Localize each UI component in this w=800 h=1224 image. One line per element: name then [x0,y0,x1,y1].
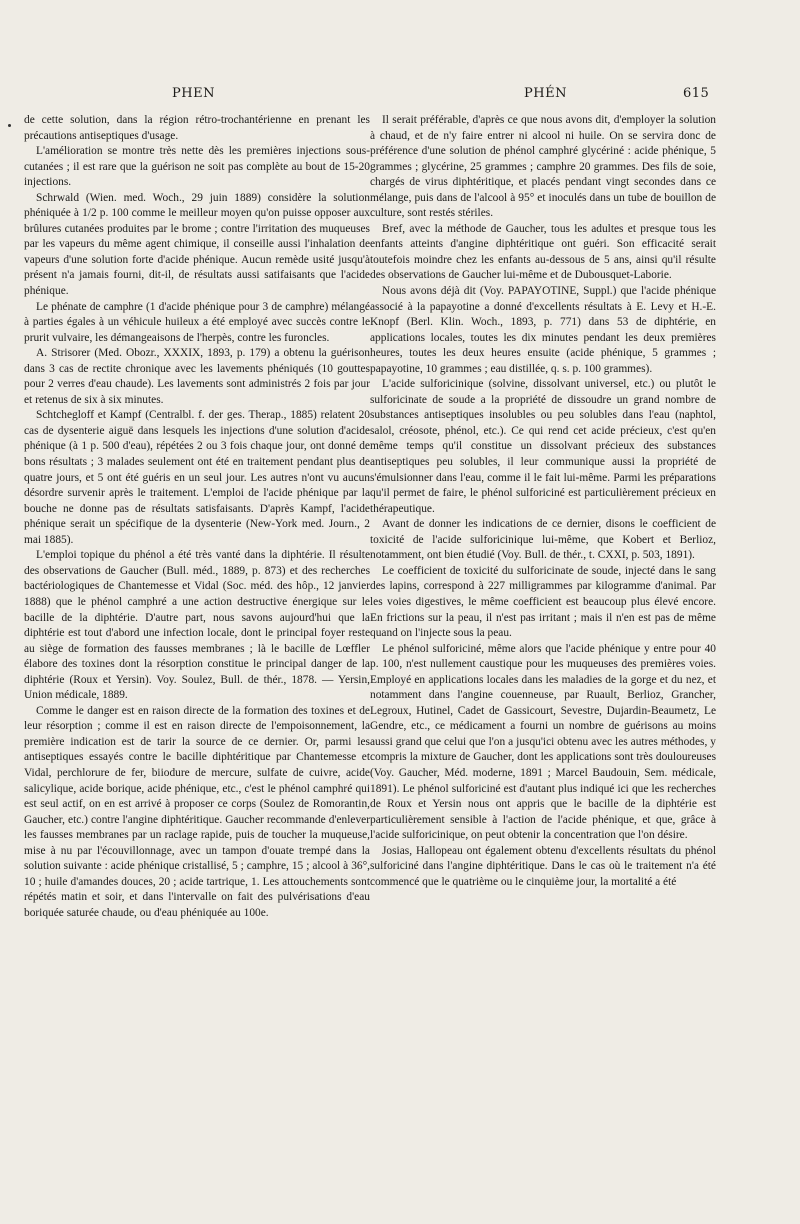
right-column [370,113,716,1203]
paragraph: Schtchegloff et Kampf (Centralbl. f. der ges. Therap., 1885) relatent 20 cas de dysenterie aiguë dans lesquels les injections d'une solution d'acide phénique (à 1 p. 500 d'eau), répétées 2 ou 3 fois chaque jour, ont donné de bons résultats ; 3 malades seulement ont été en traitement pendant plus de quatre jours, et 5 ont été guéris en un seul jour. Les autres n'ont vu aucun désordre survenir après le traitement. L'emploi de l'acide phénique par la bouche ne donne pas de résultats satisfaisants. D'après Kampf, l'acide phénique serait un spécifique de la dysenterie (New-York med. Journ., 2 mai 1885). [24,409,370,546]
running-head-right: PHÉN [524,86,567,101]
paragraph: Le coefficient de toxicité du sulforicinate de soude, injecté dans le sang des lapins, correspond à 227 milligrammes par kilogramme d'animal. Par les voies digestives, le même coefficient est beaucoup plus élevé encore. En frictions sur la peau, il n'est pas irritant ; mais il n'en est pas de même quand on l'injecte sous la peau. [370,564,716,640]
paragraph: Le phénol sulforiciné, même alors que l'acide phénique y entre pour 40 p. 100, n'est nullement caustique pour les muqueuses des premières voies. Employé en applications locales dans les maladies de la gorge et du nez, et notamment dans l'angine couenneuse, par Ruault, Berlioz, Grancher, Legroux, Hutinel, Cadet de Gassicourt, Sevestre, Dujardin-Beaumetz, Le Gendre, etc., ce médicament a fourni un nombre de guérisons au moins aussi grand que celui que l'on a jusqu'ici obtenu avec les autres méthodes, y compris la mixture de Gaucher, dont les applications sont très douloureuses (Voy. Gaucher, Méd. moderne, 1891 ; Marcel Baudouin, Sem. médicale, 1891). Le phénol sulforiciné est d'autant plus indiqué ici que les recherches de Roux et Yersin nous ont appris que le bacille de la diphtérie est particulièrement sensible à l'action de l'acide phénique, et que, grâce à l'acide sulforicinique, on peut obtenir la concentration que l'on désire. [370,642,716,842]
paragraph: L'acide sulforicinique (solvine, dissolvant universel, etc.) ou plutôt le sulforicinate de soude a la propriété de dissoudre un grand nombre de substances antiseptiques insolubles ou peu solubles dans l'eau (naphtol, salol, créosote, phénol, etc.). Ce qui rend cet acide précieux, c'est qu'en même temps qu'il constitue un dissolvant précieux des substances antiseptiques peu solubles, il leur communique aussi la propriété de s'émulsionner dans l'eau, comme il le fait lui-même. Parmi les préparations qu'il permet de faire, le phénol sulforiciné est particulièrement précieux en thérapeutique. [370,378,716,515]
margin-mark [8,124,11,127]
running-head-left: PHEN [172,86,215,101]
paragraph: Avant de donner les indications de ce dernier, disons le coefficient de toxicité de l'acide sulforicinique lui-même, que Kobert et Berlioz, notamment, ont bien étudié (Voy. Bull. de thér., t. CXXI, p. 503, 1891). [370,518,716,562]
paragraph: de cette solution, dans la région rétro-trochantérienne en prenant les précautions antiseptiques d'usage. [24,114,370,142]
paragraph: Nous avons déjà dit (Voy. PAPAYOTINE, Suppl.) que l'acide phénique associé à la papayotine a donné d'excellents résultats à E. Levy et H.-E. Knopf (Berl. Klin. Woch., 1893, p. 771) dans 53 de diphtérie, en applications locales, toutes les dix minutes pendant les deux premières heures, toutes les deux heures ensuite (acide phénique, 5 grammes ; papayotine, 10 grammes ; eau distillée, q. s. p. 100 grammes). [370,285,716,375]
paragraph: Bref, avec la méthode de Gaucher, tous les adultes et presque tous les enfants atteints d'angine diphtéritique ont guéri. Son efficacité serait toutefois moindre chez les enfants au-dessous de 5 ans, ainsi qu'il résulte des observations de Gaucher lui-même et de Dubousquet-Laborie. [370,222,716,282]
paragraph: Le phénate de camphre (1 d'acide phénique pour 3 de camphre) mélangé à parties égales à un véhicule huileux a été employé avec succès contre le prurit vulvaire, les démangeaisons de l'herpès, contre les furoncles. [24,300,370,344]
paragraph: Schrwald (Wien. med. Woch., 29 juin 1889) considère la solution phéniquée à 1/2 p. 100 comme le meilleur moyen qu'on puisse opposer aux brûlures cutanées produites par le brome ; contre l'irritation des muqueuses par les vapeurs du même agent chimique, il conseille aussi l'inhalation de vapeurs d'une solution forte d'acide phénique. Aucun remède usité jusqu'à présent n'a jamais fourni, dit-il, de résultats aussi satifaisants que l'acide phénique. [24,191,370,298]
page-number: 615 [683,86,710,101]
paragraph: A. Strisorer (Med. Obozr., XXXIX, 1893, p. 179) a obtenu la guérison dans 3 cas de rectite chronique avec les lavements phéniqués (10 gouttes pour 2 verres d'eau chaude). Les lavements sont administrés 2 fois par jour et retenus de six à six minutes. [24,347,370,406]
paragraph: L'emploi topique du phénol a été très vanté dans la diphtérie. Il résulte des observations de Gaucher (Bull. méd., 1889, p. 873) et des recherches bactériologiques de Chantemesse et Vidal (Soc. méd. des hôp., 12 janvier 1888) que le phénol camphré a une action destructive énergique sur le bacille de la diphtérie. D'autre part, nous savons aujourd'hui que la diphtérie est tout d'abord une infection locale, dont le principal foyer reste au siège de formation des fausses membranes ; là le bacille de Lœffler élabore des toxines dont la résorption constitue le principal danger de la diphtérie (Roux et Yersin). Voy. Soulez, Bull. de thér., 1878. — Yersin, Union médicale, 1889. [24,549,370,702]
paragraph: Comme le danger est en raison directe de la formation des toxines et de leur résorption ; comme il est en raison directe de l'empoisonnement, la première indication est de tarir la source de ce dernier. Or, parmi les antiseptiques essayés contre le bacille diphtéritique par Chantemesse et Vidal, perchlorure de fer, biiodure de mercure, sulfate de cuivre, acide salicylique, acide borique, acide phénique, etc., c'est le phénol camphré qui est seul actif, on en est arrivé à proposer ce corps (Soulez de Romorantin, Gaucher, etc.) contre l'angine diphtéritique. Gaucher recommande d'enlever les fausses membranes par un raclage rapide, puis de toucher la muqueuse, mise à nu par l'écouvillonnage, avec un tampon d'ouate trempé dans la solution suivante : acide phénique cristallisé, 5 ; camphre, 15 ; alcool à 36°, 10 ; huile d'amandes douces, 20 ; acide tartrique, 1. Les attouchements sont répétés matin et soir, et dans l'intervalle on fait des pulvérisations d'eau boriquée saturée chaude, ou d'eau phéniquée au 100e. [24,704,370,919]
paragraph: L'amélioration se montre très nette dès les premières injections sous-cutanées ; il est rare que la guérison ne soit pas complète au bout de 15-20 injections. [24,145,370,189]
paragraph: Il serait préférable, d'après ce que nous avons dit, d'employer la solution à chaud, et de n'y faire entrer ni alcool ni huile. On se servira donc de préférence d'une solution de phénol camphré glycériné : acide phénique, 5 grammes ; glycérine, 25 grammes ; camphre 20 grammes. Des fils de soie, chargés de virus diphtéritique, et placés pendant vingt secondes dans ce mélange, puis dans de l'alcool à 95° et inoculés dans un tube de bouillon de culture, sont restés stériles. [370,114,716,220]
left-column [24,113,370,1203]
paragraph: Josias, Hallopeau ont également obtenu d'excellents résultats du phénol sulforiciné dans l'angine diphtéritique. Dans le cas où le traitement n'a été commencé que le quatrième ou le cinquième jour, la mortalité a été [370,844,716,888]
